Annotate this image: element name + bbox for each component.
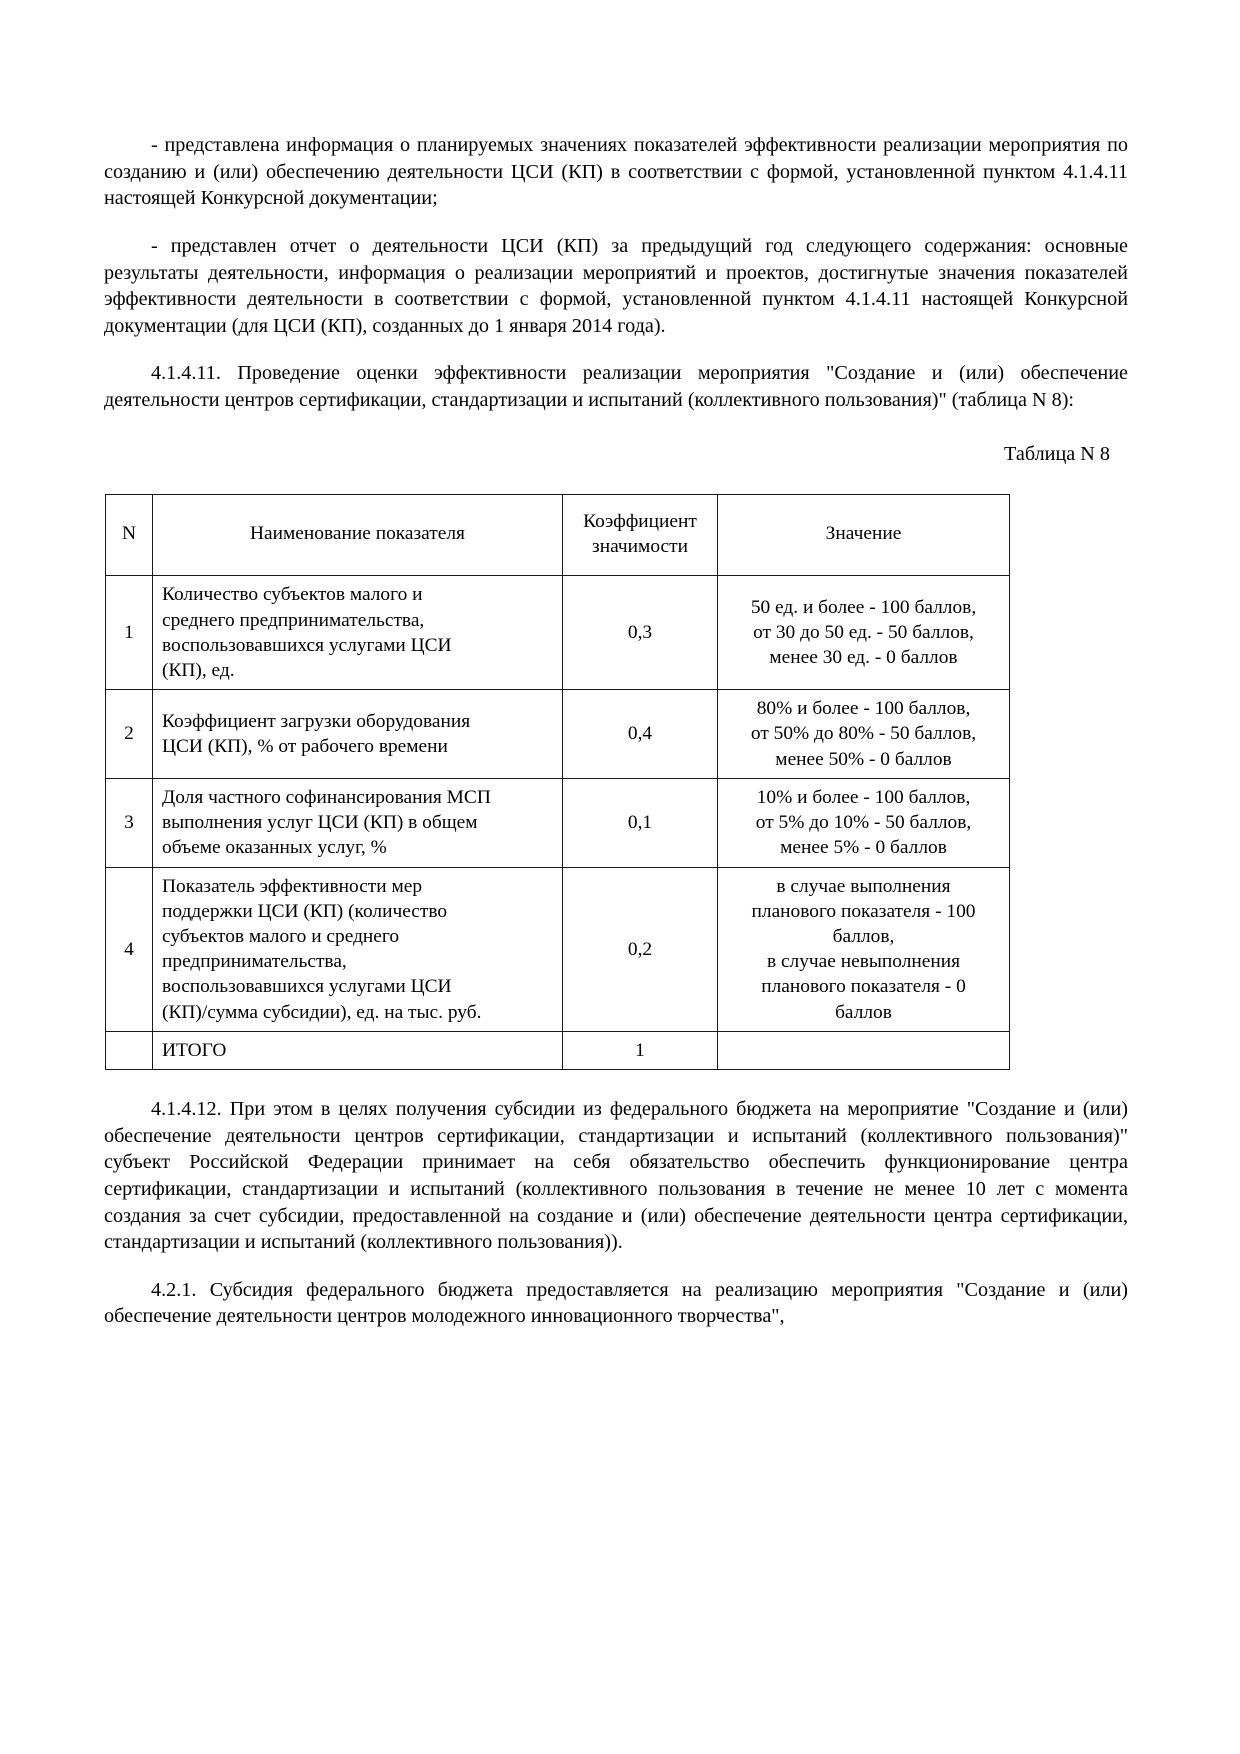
total-row-number xyxy=(106,1031,153,1069)
table-row xyxy=(106,690,1010,779)
paragraph-planned-values: - представлена информация о планируемых значениях показателей эффективности реализации мероприятия по созданию и (или) обеспечению деятельности ЦСИ (КП) в соответствии с формой, установленной пунктом 4.1.4.11 настоящей Конкурсной документации; xyxy=(104,134,1128,210)
header-name: Наименование показателя xyxy=(153,494,563,575)
row-value-line: от 5% до 10% - 50 баллов, xyxy=(755,812,972,834)
row-coefficient: 0,1 xyxy=(563,778,718,867)
row-name-line: воспользовавшихся услугами ЦСИ xyxy=(162,634,452,656)
header-coefficient-line2: значимости xyxy=(592,536,688,558)
row-value-line: планового показателя - 0 xyxy=(761,976,966,998)
row-name-line: поддержки ЦСИ (КП) (количество xyxy=(162,900,448,922)
row-value-line: в случае выполнения xyxy=(776,875,951,897)
row-name-line: предпринимательства, xyxy=(162,951,347,973)
table-total-row xyxy=(106,1031,1010,1069)
row-number: 4 xyxy=(106,867,153,1031)
row-number: 1 xyxy=(106,576,153,690)
total-label: ИТОГО xyxy=(153,1031,563,1069)
row-value-line: 10% и более - 100 баллов, xyxy=(756,786,971,808)
row-value xyxy=(718,867,1010,1031)
total-coefficient: 1 xyxy=(563,1031,718,1069)
row-name-line: воспользовавшихся услугами ЦСИ xyxy=(162,976,452,998)
row-value xyxy=(718,690,1010,779)
row-value-line: менее 50% - 0 баллов xyxy=(775,748,952,770)
paragraph-report: - представлен отчет о деятельности ЦСИ (КП) за предыдущий год следующего содержания: основные результаты деятельности, информация о реализации мероприятий и проектов, достигнутые значения показателей эффективности деятельности в соответствии с формой, установленной пунктом 4.1.4.11 настоящей Конкурсной документации (для ЦСИ (КП), созданных до 1 января 2014 года). xyxy=(104,234,1128,337)
row-value-line: менее 5% - 0 баллов xyxy=(780,837,947,859)
row-indicator-name xyxy=(153,576,563,690)
table-row xyxy=(106,576,1010,690)
table-row xyxy=(106,778,1010,867)
paragraph-4-1-4-12: 4.1.4.12. При этом в целях получения субсидии из федерального бюджета на мероприятие "Создание и (или) обеспечение деятельности центров сертификации, стандартизации и испытаний (коллективного пользования)" субъект Российской Федерации принимает на себя обязательство обеспечить функционирование центра сертификации, стандартизации и испытаний (коллективного пользования в течение не менее 10 лет с момента создания за счет субсидии, предоставленной на создание и (или) обеспечение деятельности центра сертификации, стандартизации и испытаний (коллективного пользования)). xyxy=(104,1098,1128,1254)
row-coefficient: 0,4 xyxy=(563,690,718,779)
row-number: 3 xyxy=(106,778,153,867)
row-name-line: среднего предпринимательства, xyxy=(162,609,425,631)
row-name-line: субъектов малого и среднего xyxy=(162,925,400,947)
row-name-line: объеме оказанных услуг, % xyxy=(162,837,387,859)
row-indicator-name xyxy=(153,690,563,779)
row-value-line: менее 30 ед. - 0 баллов xyxy=(769,647,958,669)
header-coefficient xyxy=(563,494,718,575)
row-indicator-name xyxy=(153,867,563,1031)
row-name-line: (КП)/сумма субсидии), ед. на тыс. руб. xyxy=(162,1001,482,1023)
header-coefficient-line1: Коэффициент xyxy=(583,510,697,532)
row-value-line: баллов, xyxy=(832,925,895,947)
table-header-row xyxy=(106,494,1010,575)
table-caption: Таблица N 8 xyxy=(1004,442,1110,465)
row-value-line: 80% и более - 100 баллов, xyxy=(756,698,971,720)
row-value-line: планового показателя - 100 xyxy=(751,900,976,922)
row-value-line: от 50% до 80% - 50 баллов, xyxy=(750,723,977,745)
row-value xyxy=(718,576,1010,690)
row-coefficient: 0,3 xyxy=(563,576,718,690)
row-name-line: Коэффициент загрузки оборудования xyxy=(162,710,471,732)
row-value-line: баллов xyxy=(835,1001,892,1023)
row-name-line: ЦСИ (КП), % от рабочего времени xyxy=(162,736,448,758)
row-value-line: в случае невыполнения xyxy=(766,951,961,973)
total-value xyxy=(718,1031,1010,1069)
row-number: 2 xyxy=(106,690,153,779)
row-name-line: Количество субъектов малого и xyxy=(162,584,423,606)
table-row xyxy=(106,867,1010,1031)
header-n: N xyxy=(106,494,153,575)
row-coefficient: 0,2 xyxy=(563,867,718,1031)
row-name-line: выполнения услуг ЦСИ (КП) в общем xyxy=(162,812,478,834)
paragraph-4-2-1: 4.2.1. Субсидия федерального бюджета предоставляется на реализацию мероприятия "Создание и (или) обеспечение деятельности центров молодежного инновационного творчества", xyxy=(104,1278,1128,1328)
row-indicator-name xyxy=(153,778,563,867)
row-name-line: Показатель эффективности мер xyxy=(162,875,423,897)
paragraph-4-1-4-11: 4.1.4.11. Проведение оценки эффективности реализации мероприятия "Создание и (или) обеспечение деятельности центров сертификации, стандартизации и испытаний (коллективного пользования)" (таблица N 8): xyxy=(104,362,1128,411)
header-value: Значение xyxy=(718,494,1010,575)
row-value xyxy=(718,778,1010,867)
row-value-line: от 30 до 50 ед. - 50 баллов, xyxy=(753,622,974,644)
efficiency-indicators-table xyxy=(105,494,1010,1070)
row-name-line: (КП), ед. xyxy=(162,659,235,681)
row-value-line: 50 ед. и более - 100 баллов, xyxy=(750,596,977,618)
row-name-line: Доля частного софинансирования МСП xyxy=(162,786,491,808)
